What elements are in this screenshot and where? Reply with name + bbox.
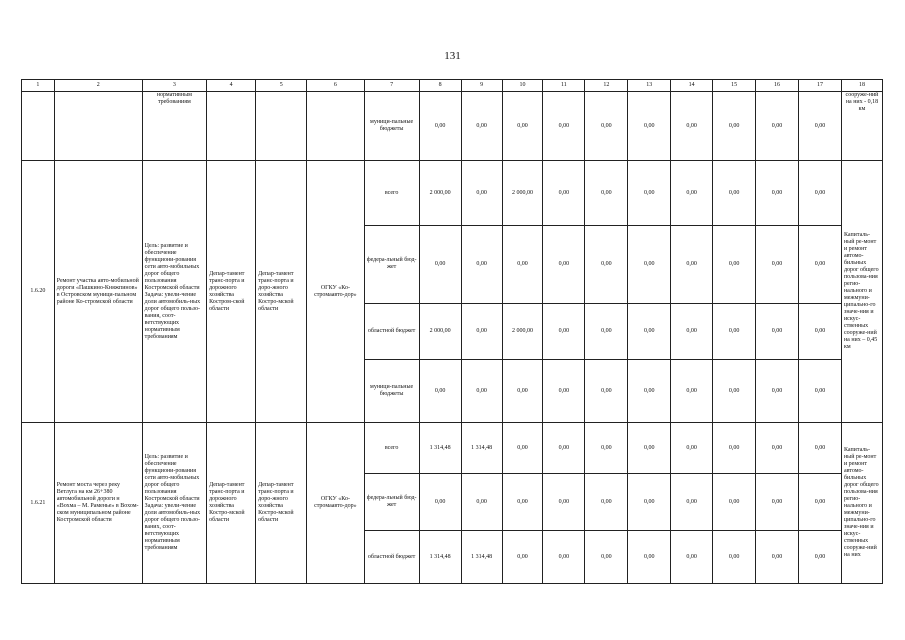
value-cell: 0,00 [799, 474, 842, 531]
col-header: 1 [22, 80, 55, 92]
fin-source: всего [364, 423, 419, 474]
value-cell: 0,00 [461, 161, 502, 226]
value-cell: 0,00 [628, 161, 671, 226]
value-cell: 2 000,00 [419, 161, 461, 226]
value-cell: 0,00 [799, 92, 842, 161]
value-cell: 0,00 [713, 226, 756, 303]
col-header: 15 [713, 80, 756, 92]
header-row [22, 80, 883, 92]
value-cell: 0,00 [461, 474, 502, 531]
value-cell: 2 000,00 [419, 303, 461, 360]
col-header: 16 [756, 80, 799, 92]
value-cell: 1 314,48 [461, 531, 502, 584]
value-cell: 0,00 [628, 303, 671, 360]
value-cell: 0,00 [671, 423, 713, 474]
value-cell: 0,00 [585, 92, 628, 161]
value-cell: 0,00 [756, 92, 799, 161]
value-cell: 0,00 [585, 161, 628, 226]
value-cell: 0,00 [799, 303, 842, 360]
value-cell: 0,00 [585, 226, 628, 303]
col-header: 10 [502, 80, 543, 92]
value-cell: 0,00 [543, 303, 585, 360]
result-cell: Капиталь-ный ре-монт и ремонт автомо-бильных дорог общего пользова-ния регио-нального и межмуни-ципально-го значе-ния и искус-ственных сооруже-ний на них – 0,45 км [841, 161, 882, 423]
col-header: 9 [461, 80, 502, 92]
value-cell: 0,00 [461, 226, 502, 303]
value-cell: 0,00 [713, 423, 756, 474]
value-cell: 0,00 [585, 474, 628, 531]
col-header: 18 [841, 80, 882, 92]
value-cell: 0,00 [419, 360, 461, 423]
col-header: 8 [419, 80, 461, 92]
fin-source: областной бюджет [364, 303, 419, 360]
value-cell: 0,00 [502, 531, 543, 584]
value-cell: 2 000,00 [502, 161, 543, 226]
value-cell: 0,00 [543, 360, 585, 423]
value-cell: 0,00 [713, 303, 756, 360]
value-cell: 0,00 [671, 474, 713, 531]
value-cell: 0,00 [502, 226, 543, 303]
executor-cell: ОГКУ «Ко-стромаавто-дор» [307, 423, 364, 584]
col-header: 13 [628, 80, 671, 92]
result-cell: сооруже-ний на них - 0,18 км [841, 92, 882, 161]
value-cell: 1 314,48 [419, 423, 461, 474]
goal-cell: Цель: развитие и обеспечение функциони-рования сети авто-мобильных дорог общего пользования Костромской области Задача: увели-чение доли автомобиль-ных дорог общего пользо-вания, соот-ветствующих нормативным требованиям [142, 161, 206, 423]
value-cell: 0,00 [461, 303, 502, 360]
responsible-cell: Депар-тамент транс-порта и дорожного хозяйства Костром-ской области [207, 161, 256, 423]
value-cell: 0,00 [585, 360, 628, 423]
value-cell: 0,00 [756, 303, 799, 360]
value-cell: 0,00 [799, 226, 842, 303]
value-cell: 0,00 [713, 474, 756, 531]
col-header: 11 [543, 80, 585, 92]
coexecutor-cell: Депар-тамент транс-порта и доро-жного хозяйства Костро-мской области [256, 161, 307, 423]
value-cell: 0,00 [628, 531, 671, 584]
col-header: 7 [364, 80, 419, 92]
value-cell: 0,00 [713, 360, 756, 423]
value-cell: 0,00 [799, 161, 842, 226]
value-cell: 0,00 [585, 423, 628, 474]
responsible-cell: Депар-тамент транс-порта и дорожного хозяйства Костро-мской области [207, 423, 256, 584]
value-cell: 0,00 [502, 423, 543, 474]
fin-source: муници-пальные бюджеты [364, 92, 419, 161]
col-header: 3 [142, 80, 206, 92]
value-cell: 0,00 [671, 360, 713, 423]
table-row [22, 423, 883, 474]
value-cell: 0,00 [628, 92, 671, 161]
col-header: 4 [207, 80, 256, 92]
value-cell: 0,00 [756, 360, 799, 423]
budget-table [21, 79, 883, 584]
fin-source: областной бюджет [364, 531, 419, 584]
value-cell: 0,00 [671, 226, 713, 303]
value-cell: 0,00 [671, 161, 713, 226]
fin-source: всего [364, 161, 419, 226]
value-cell: 0,00 [543, 226, 585, 303]
value-cell: 0,00 [461, 92, 502, 161]
value-cell: 0,00 [543, 531, 585, 584]
value-cell: 0,00 [799, 360, 842, 423]
value-cell: 0,00 [713, 531, 756, 584]
value-cell: 0,00 [628, 226, 671, 303]
col-header: 17 [799, 80, 842, 92]
value-cell: 0,00 [502, 360, 543, 423]
executor-cell: ОГКУ «Ко-стромаавто-дор» [307, 161, 364, 423]
value-cell: 2 000,00 [502, 303, 543, 360]
col-header: 2 [54, 80, 142, 92]
col-header: 6 [307, 80, 364, 92]
value-cell: 0,00 [671, 92, 713, 161]
goal-cell: Цель: развитие и обеспечение функциони-рования сети авто-мобильных дорог общего пользования Костромской области Задача: увели-чение доли автомобиль-ных дорог общего пользо-ваних, соот-ветствующих нормативным требованиям [142, 423, 206, 584]
value-cell: 0,00 [419, 226, 461, 303]
col-header: 14 [671, 80, 713, 92]
value-cell: 0,00 [799, 531, 842, 584]
value-cell: 0,00 [713, 161, 756, 226]
value-cell: 0,00 [543, 161, 585, 226]
value-cell: 0,00 [461, 360, 502, 423]
table-row [22, 92, 883, 161]
value-cell: 0,00 [756, 161, 799, 226]
fin-source: федера-льный бюд-жет [364, 474, 419, 531]
value-cell: 1 314,48 [461, 423, 502, 474]
result-cell: Капиталь-ный ре-монт и ремонт автомо-бильных дорог общего пользова-ния регио-нального и межмуни-ципально-го значе-ния и искус-ственных сооруже-ний на них [841, 423, 882, 584]
value-cell: 0,00 [713, 92, 756, 161]
value-cell: 0,00 [543, 474, 585, 531]
item-name: Ремонт моста через реку Ветлуга на км 26+380 автомобильной дороги н «Вохма – М. Раменье» в Вохом-ском муниципальном районе Костромской области [54, 423, 142, 584]
fin-source: федера-льный бюд-жет [364, 226, 419, 303]
goal-cell: нормативным требованиям [142, 92, 206, 161]
value-cell: 0,00 [543, 92, 585, 161]
value-cell: 0,00 [543, 423, 585, 474]
value-cell: 0,00 [419, 474, 461, 531]
value-cell: 0,00 [419, 92, 461, 161]
value-cell: 0,00 [628, 360, 671, 423]
value-cell: 0,00 [502, 92, 543, 161]
coexecutor-cell: Депар-тамент транс-порта и доро-жного хозяйства Костро-мской области [256, 423, 307, 584]
item-number: 1.6.21 [22, 423, 55, 584]
fin-source: муници-пальные бюджеты [364, 360, 419, 423]
value-cell: 1 314,48 [419, 531, 461, 584]
value-cell: 0,00 [628, 474, 671, 531]
item-name: Ремонт участка авто-мобильной дороги «Пашкино-Княжпинов» в Островском муници-пальном районе Ко-стромской области [54, 161, 142, 423]
value-cell: 0,00 [799, 423, 842, 474]
value-cell: 0,00 [756, 531, 799, 584]
value-cell: 0,00 [756, 474, 799, 531]
col-header: 5 [256, 80, 307, 92]
table-row [22, 161, 883, 226]
value-cell: 0,00 [585, 303, 628, 360]
item-number: 1.6.20 [22, 161, 55, 423]
value-cell: 0,00 [671, 531, 713, 584]
value-cell: 0,00 [756, 423, 799, 474]
value-cell: 0,00 [628, 423, 671, 474]
col-header: 12 [585, 80, 628, 92]
value-cell: 0,00 [671, 303, 713, 360]
value-cell: 0,00 [585, 531, 628, 584]
value-cell: 0,00 [502, 474, 543, 531]
value-cell: 0,00 [756, 226, 799, 303]
page-number: 131 [444, 50, 461, 62]
